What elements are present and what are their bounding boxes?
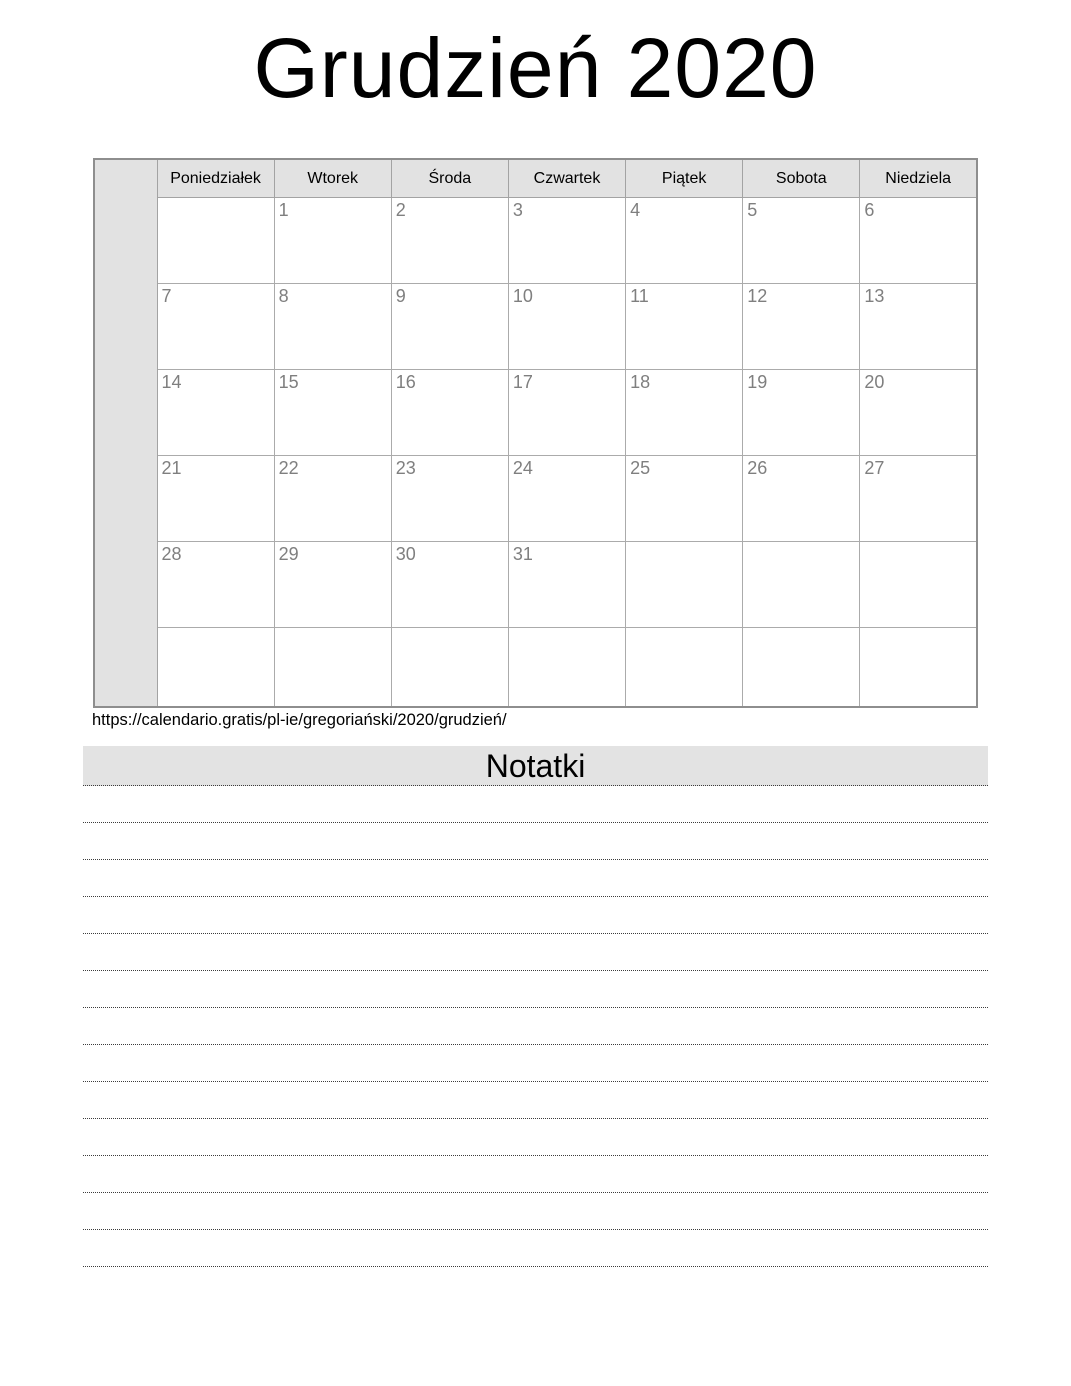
weekday-header: Czwartek	[508, 159, 625, 198]
calendar-day-cell: 10	[508, 284, 625, 370]
calendar-day-cell: 11	[626, 284, 743, 370]
calendar-day-cell: 8	[274, 284, 391, 370]
calendar-day-cell: 21	[157, 456, 274, 542]
calendar-body	[94, 159, 977, 707]
calendar-empty-cell	[743, 628, 860, 708]
note-line	[83, 1230, 988, 1267]
note-line	[83, 1119, 988, 1156]
calendar-day-cell: 12	[743, 284, 860, 370]
calendar-day-cell: 4	[626, 198, 743, 284]
calendar-day-cell: 19	[743, 370, 860, 456]
calendar-day-cell: 16	[391, 370, 508, 456]
calendar-day-cell: 14	[157, 370, 274, 456]
calendar-day-cell: 29	[274, 542, 391, 628]
note-line	[83, 786, 988, 823]
calendar-empty-cell	[157, 198, 274, 284]
calendar-empty-cell	[508, 628, 625, 708]
note-lines-area	[83, 786, 988, 1267]
calendar-day-cell: 5	[743, 198, 860, 284]
calendar-empty-cell	[626, 628, 743, 708]
calendar-week-row	[94, 628, 977, 708]
note-line	[83, 1082, 988, 1119]
weekday-header: Niedziela	[860, 159, 977, 198]
calendar-empty-cell	[274, 628, 391, 708]
calendar-day-cell: 20	[860, 370, 977, 456]
calendar-day-cell: 18	[626, 370, 743, 456]
calendar-day-cell: 1	[274, 198, 391, 284]
note-line	[83, 934, 988, 971]
calendar-day-cell: 22	[274, 456, 391, 542]
calendar-empty-cell	[626, 542, 743, 628]
calendar-day-cell: 2	[391, 198, 508, 284]
calendar-day-cell: 13	[860, 284, 977, 370]
calendar-empty-cell	[391, 628, 508, 708]
note-line	[83, 971, 988, 1008]
weekday-header-row	[94, 159, 977, 198]
source-url: https://calendario.gratis/pl-ie/gregoriański/2020/grudzień/	[92, 711, 507, 729]
calendar-week-row	[94, 198, 977, 284]
calendar-week-row	[94, 370, 977, 456]
note-line	[83, 1193, 988, 1230]
notes-title: Notatki	[485, 747, 586, 784]
left-margin-column	[94, 159, 157, 707]
page-title: Grudzień 2020	[253, 21, 818, 115]
calendar-day-cell: 17	[508, 370, 625, 456]
calendar-empty-cell	[743, 542, 860, 628]
note-line	[83, 1156, 988, 1193]
calendar-day-cell: 15	[274, 370, 391, 456]
calendar-week-row	[94, 284, 977, 370]
note-line	[83, 897, 988, 934]
calendar-day-cell: 25	[626, 456, 743, 542]
note-line	[83, 823, 988, 860]
weekday-header: Poniedziałek	[157, 159, 274, 198]
calendar-day-cell: 7	[157, 284, 274, 370]
calendar-table	[93, 158, 978, 708]
weekday-header: Piątek	[626, 159, 743, 198]
calendar-day-cell: 6	[860, 198, 977, 284]
calendar-empty-cell	[860, 628, 977, 708]
calendar-day-cell: 24	[508, 456, 625, 542]
calendar-day-cell: 28	[157, 542, 274, 628]
calendar-empty-cell	[157, 628, 274, 708]
calendar-week-row	[94, 542, 977, 628]
calendar-day-cell: 31	[508, 542, 625, 628]
calendar-day-cell: 26	[743, 456, 860, 542]
calendar-day-cell: 30	[391, 542, 508, 628]
calendar-day-cell: 27	[860, 456, 977, 542]
weekday-header: Środa	[391, 159, 508, 198]
note-line	[83, 1008, 988, 1045]
notes-section	[83, 746, 988, 1267]
calendar-empty-cell	[860, 542, 977, 628]
weekday-header: Wtorek	[274, 159, 391, 198]
calendar-day-cell: 3	[508, 198, 625, 284]
notes-header-bar	[83, 746, 988, 786]
note-line	[83, 860, 988, 897]
weekday-header: Sobota	[743, 159, 860, 198]
note-line	[83, 1045, 988, 1082]
calendar-day-cell: 23	[391, 456, 508, 542]
calendar-day-cell: 9	[391, 284, 508, 370]
calendar-week-row	[94, 456, 977, 542]
